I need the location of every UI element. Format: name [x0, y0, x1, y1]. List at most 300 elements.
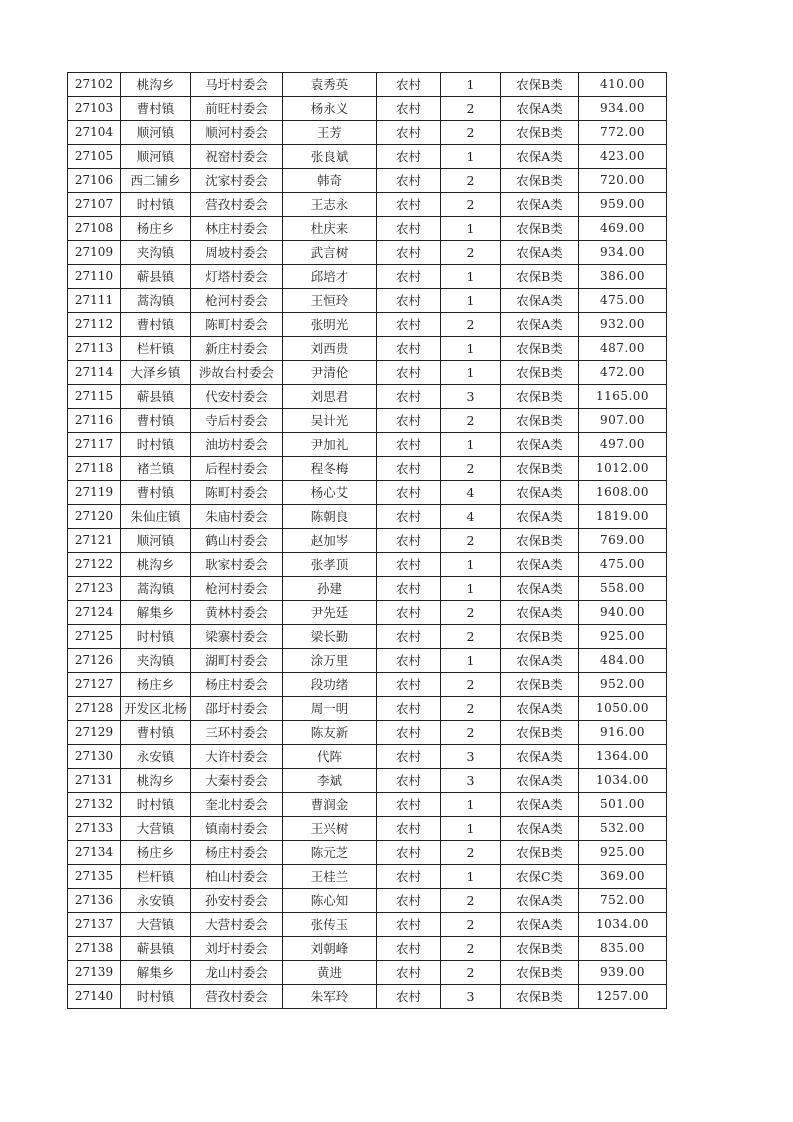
household-type-cell: 农村 — [377, 97, 441, 121]
household-type-cell: 农村 — [377, 721, 441, 745]
record-id-cell: 27103 — [68, 97, 121, 121]
record-id-cell: 27126 — [68, 649, 121, 673]
insurance-class-cell: 农保B类 — [501, 217, 579, 241]
household-type-cell: 农村 — [377, 289, 441, 313]
record-id-cell: 27111 — [68, 289, 121, 313]
table-row — [68, 361, 667, 385]
table-row — [68, 649, 667, 673]
household-size-cell: 2 — [441, 313, 501, 337]
township-cell: 大营镇 — [121, 817, 191, 841]
household-size-cell: 1 — [441, 217, 501, 241]
table-row — [68, 985, 667, 1009]
village-committee-cell: 营孜村委会 — [191, 985, 283, 1009]
household-size-cell: 2 — [441, 121, 501, 145]
table-row — [68, 673, 667, 697]
amount-cell: 934.00 — [579, 97, 667, 121]
record-id-cell: 27131 — [68, 769, 121, 793]
township-cell: 夹沟镇 — [121, 649, 191, 673]
village-committee-cell: 前旺村委会 — [191, 97, 283, 121]
insurance-class-cell: 农保B类 — [501, 337, 579, 361]
household-type-cell: 农村 — [377, 889, 441, 913]
township-cell: 顺河镇 — [121, 121, 191, 145]
insurance-class-cell: 农保A类 — [501, 289, 579, 313]
amount-cell: 1034.00 — [579, 769, 667, 793]
household-size-cell: 1 — [441, 145, 501, 169]
village-committee-cell: 镇南村委会 — [191, 817, 283, 841]
record-id-cell: 27113 — [68, 337, 121, 361]
table-row — [68, 217, 667, 241]
village-committee-cell: 周坡村委会 — [191, 241, 283, 265]
village-committee-cell: 耿家村委会 — [191, 553, 283, 577]
person-name-cell: 陈友新 — [283, 721, 377, 745]
person-name-cell: 王芳 — [283, 121, 377, 145]
village-committee-cell: 陈町村委会 — [191, 481, 283, 505]
table-row — [68, 697, 667, 721]
household-size-cell: 1 — [441, 361, 501, 385]
amount-cell: 925.00 — [579, 841, 667, 865]
household-size-cell: 4 — [441, 481, 501, 505]
insurance-class-cell: 农保A类 — [501, 817, 579, 841]
person-name-cell: 李斌 — [283, 769, 377, 793]
household-type-cell: 农村 — [377, 937, 441, 961]
township-cell: 时村镇 — [121, 433, 191, 457]
amount-cell: 1165.00 — [579, 385, 667, 409]
insurance-class-cell: 农保A类 — [501, 241, 579, 265]
household-type-cell: 农村 — [377, 145, 441, 169]
household-size-cell: 2 — [441, 409, 501, 433]
insurance-class-cell: 农保B类 — [501, 985, 579, 1009]
record-id-cell: 27108 — [68, 217, 121, 241]
village-committee-cell: 湖町村委会 — [191, 649, 283, 673]
record-id-cell: 27104 — [68, 121, 121, 145]
insurance-class-cell: 农保B类 — [501, 121, 579, 145]
person-name-cell: 王桂兰 — [283, 865, 377, 889]
person-name-cell: 杨心艾 — [283, 481, 377, 505]
household-size-cell: 2 — [441, 913, 501, 937]
amount-cell: 940.00 — [579, 601, 667, 625]
table-row — [68, 481, 667, 505]
record-id-cell: 27133 — [68, 817, 121, 841]
household-type-cell: 农村 — [377, 241, 441, 265]
insurance-class-cell: 农保B类 — [501, 169, 579, 193]
amount-cell: 423.00 — [579, 145, 667, 169]
record-id-cell: 27127 — [68, 673, 121, 697]
record-id-cell: 27130 — [68, 745, 121, 769]
household-size-cell: 1 — [441, 73, 501, 97]
record-id-cell: 27134 — [68, 841, 121, 865]
township-cell: 时村镇 — [121, 985, 191, 1009]
household-size-cell: 4 — [441, 505, 501, 529]
household-type-cell: 农村 — [377, 601, 441, 625]
table-row — [68, 97, 667, 121]
household-type-cell: 农村 — [377, 313, 441, 337]
record-id-cell: 27135 — [68, 865, 121, 889]
person-name-cell: 王恒玲 — [283, 289, 377, 313]
record-id-cell: 27122 — [68, 553, 121, 577]
amount-cell: 932.00 — [579, 313, 667, 337]
township-cell: 曹村镇 — [121, 721, 191, 745]
amount-cell: 916.00 — [579, 721, 667, 745]
insurance-class-cell: 农保B类 — [501, 457, 579, 481]
table-row — [68, 601, 667, 625]
insurance-class-cell: 农保A类 — [501, 793, 579, 817]
township-cell: 西二铺乡 — [121, 169, 191, 193]
household-size-cell: 1 — [441, 817, 501, 841]
household-type-cell: 农村 — [377, 529, 441, 553]
township-cell: 解集乡 — [121, 961, 191, 985]
person-name-cell: 杨永义 — [283, 97, 377, 121]
insurance-class-cell: 农保A类 — [501, 577, 579, 601]
person-name-cell: 孙建 — [283, 577, 377, 601]
village-committee-cell: 灯塔村委会 — [191, 265, 283, 289]
amount-cell: 501.00 — [579, 793, 667, 817]
person-name-cell: 刘西贵 — [283, 337, 377, 361]
township-cell: 杨庄乡 — [121, 841, 191, 865]
table-row — [68, 145, 667, 169]
village-committee-cell: 陈町村委会 — [191, 313, 283, 337]
household-size-cell: 1 — [441, 289, 501, 313]
household-size-cell: 2 — [441, 457, 501, 481]
record-id-cell: 27116 — [68, 409, 121, 433]
record-id-cell: 27128 — [68, 697, 121, 721]
amount-cell: 386.00 — [579, 265, 667, 289]
amount-cell: 369.00 — [579, 865, 667, 889]
amount-cell: 1034.00 — [579, 913, 667, 937]
household-size-cell: 2 — [441, 697, 501, 721]
village-committee-cell: 新庄村委会 — [191, 337, 283, 361]
person-name-cell: 杜庆来 — [283, 217, 377, 241]
record-id-cell: 27129 — [68, 721, 121, 745]
amount-cell: 959.00 — [579, 193, 667, 217]
household-size-cell: 1 — [441, 649, 501, 673]
township-cell: 褚兰镇 — [121, 457, 191, 481]
table-row — [68, 265, 667, 289]
table-row — [68, 889, 667, 913]
village-committee-cell: 龙山村委会 — [191, 961, 283, 985]
household-size-cell: 2 — [441, 937, 501, 961]
household-type-cell: 农村 — [377, 505, 441, 529]
record-id-cell: 27105 — [68, 145, 121, 169]
township-cell: 朱仙庄镇 — [121, 505, 191, 529]
insurance-class-cell: 农保A类 — [501, 505, 579, 529]
household-size-cell: 1 — [441, 265, 501, 289]
record-id-cell: 27118 — [68, 457, 121, 481]
village-committee-cell: 涉故台村委会 — [191, 361, 283, 385]
person-name-cell: 袁秀英 — [283, 73, 377, 97]
insurance-class-cell: 农保B类 — [501, 265, 579, 289]
amount-cell: 1257.00 — [579, 985, 667, 1009]
person-name-cell: 梁长勤 — [283, 625, 377, 649]
household-type-cell: 农村 — [377, 625, 441, 649]
township-cell: 蕲县镇 — [121, 385, 191, 409]
person-name-cell: 邱培才 — [283, 265, 377, 289]
person-name-cell: 韩奇 — [283, 169, 377, 193]
insurance-class-cell: 农保B类 — [501, 409, 579, 433]
household-type-cell: 农村 — [377, 385, 441, 409]
household-size-cell: 2 — [441, 529, 501, 553]
township-cell: 桃沟乡 — [121, 553, 191, 577]
amount-cell: 939.00 — [579, 961, 667, 985]
township-cell: 桃沟乡 — [121, 769, 191, 793]
insurance-class-cell: 农保B类 — [501, 721, 579, 745]
table-row — [68, 193, 667, 217]
village-committee-cell: 奎北村委会 — [191, 793, 283, 817]
record-id-cell: 27139 — [68, 961, 121, 985]
household-type-cell: 农村 — [377, 457, 441, 481]
table-body — [68, 73, 667, 1009]
table-row — [68, 745, 667, 769]
village-committee-cell: 油坊村委会 — [191, 433, 283, 457]
table-row — [68, 457, 667, 481]
village-committee-cell: 代安村委会 — [191, 385, 283, 409]
household-type-cell: 农村 — [377, 673, 441, 697]
household-size-cell: 2 — [441, 721, 501, 745]
table-row — [68, 169, 667, 193]
insurance-class-cell: 农保A类 — [501, 697, 579, 721]
amount-cell: 472.00 — [579, 361, 667, 385]
village-committee-cell: 大营村委会 — [191, 913, 283, 937]
amount-cell: 952.00 — [579, 673, 667, 697]
township-cell: 蒿沟镇 — [121, 577, 191, 601]
village-committee-cell: 祝窑村委会 — [191, 145, 283, 169]
household-size-cell: 1 — [441, 337, 501, 361]
record-id-cell: 27125 — [68, 625, 121, 649]
household-type-cell: 农村 — [377, 793, 441, 817]
township-cell: 蕲县镇 — [121, 937, 191, 961]
household-type-cell: 农村 — [377, 121, 441, 145]
village-committee-cell: 刘圩村委会 — [191, 937, 283, 961]
household-type-cell: 农村 — [377, 337, 441, 361]
household-type-cell: 农村 — [377, 73, 441, 97]
person-name-cell: 尹先廷 — [283, 601, 377, 625]
household-size-cell: 2 — [441, 673, 501, 697]
household-size-cell: 3 — [441, 769, 501, 793]
household-size-cell: 2 — [441, 193, 501, 217]
township-cell: 大营镇 — [121, 913, 191, 937]
record-id-cell: 27124 — [68, 601, 121, 625]
amount-cell: 907.00 — [579, 409, 667, 433]
village-committee-cell: 顺河村委会 — [191, 121, 283, 145]
village-committee-cell: 黄林村委会 — [191, 601, 283, 625]
table-row — [68, 913, 667, 937]
insurance-class-cell: 农保A类 — [501, 481, 579, 505]
township-cell: 开发区北杨 — [121, 697, 191, 721]
household-size-cell: 2 — [441, 601, 501, 625]
household-type-cell: 农村 — [377, 553, 441, 577]
township-cell: 曹村镇 — [121, 481, 191, 505]
household-size-cell: 3 — [441, 985, 501, 1009]
household-size-cell: 1 — [441, 865, 501, 889]
subsidy-table — [67, 72, 667, 1009]
person-name-cell: 陈元芝 — [283, 841, 377, 865]
amount-cell: 497.00 — [579, 433, 667, 457]
village-committee-cell: 三环村委会 — [191, 721, 283, 745]
village-committee-cell: 枪河村委会 — [191, 289, 283, 313]
table-row — [68, 73, 667, 97]
household-size-cell: 2 — [441, 625, 501, 649]
household-size-cell: 2 — [441, 241, 501, 265]
insurance-class-cell: 农保A类 — [501, 313, 579, 337]
township-cell: 顺河镇 — [121, 145, 191, 169]
amount-cell: 410.00 — [579, 73, 667, 97]
insurance-class-cell: 农保A类 — [501, 601, 579, 625]
table-row — [68, 961, 667, 985]
person-name-cell: 段功绪 — [283, 673, 377, 697]
household-size-cell: 1 — [441, 433, 501, 457]
table-row — [68, 433, 667, 457]
township-cell: 时村镇 — [121, 625, 191, 649]
table-row — [68, 793, 667, 817]
household-type-cell: 农村 — [377, 817, 441, 841]
amount-cell: 769.00 — [579, 529, 667, 553]
village-committee-cell: 孙安村委会 — [191, 889, 283, 913]
amount-cell: 1012.00 — [579, 457, 667, 481]
household-size-cell: 2 — [441, 97, 501, 121]
village-committee-cell: 鹤山村委会 — [191, 529, 283, 553]
insurance-class-cell: 农保A类 — [501, 745, 579, 769]
person-name-cell: 刘朝峰 — [283, 937, 377, 961]
village-committee-cell: 朱庙村委会 — [191, 505, 283, 529]
person-name-cell: 尹加礼 — [283, 433, 377, 457]
person-name-cell: 张传玉 — [283, 913, 377, 937]
household-type-cell: 农村 — [377, 169, 441, 193]
table-row — [68, 121, 667, 145]
household-type-cell: 农村 — [377, 745, 441, 769]
village-committee-cell: 大许村委会 — [191, 745, 283, 769]
insurance-class-cell: 农保B类 — [501, 361, 579, 385]
record-id-cell: 27136 — [68, 889, 121, 913]
insurance-class-cell: 农保A类 — [501, 769, 579, 793]
insurance-class-cell: 农保B类 — [501, 673, 579, 697]
amount-cell: 934.00 — [579, 241, 667, 265]
amount-cell: 558.00 — [579, 577, 667, 601]
table-row — [68, 337, 667, 361]
record-id-cell: 27117 — [68, 433, 121, 457]
person-name-cell: 王兴树 — [283, 817, 377, 841]
household-type-cell: 农村 — [377, 265, 441, 289]
person-name-cell: 周一明 — [283, 697, 377, 721]
insurance-class-cell: 农保B类 — [501, 385, 579, 409]
table-row — [68, 769, 667, 793]
village-committee-cell: 后程村委会 — [191, 457, 283, 481]
person-name-cell: 代阵 — [283, 745, 377, 769]
household-size-cell: 2 — [441, 961, 501, 985]
record-id-cell: 27120 — [68, 505, 121, 529]
household-size-cell: 3 — [441, 385, 501, 409]
village-committee-cell: 营孜村委会 — [191, 193, 283, 217]
person-name-cell: 陈朝良 — [283, 505, 377, 529]
amount-cell: 1364.00 — [579, 745, 667, 769]
person-name-cell: 黄进 — [283, 961, 377, 985]
table-row — [68, 529, 667, 553]
table-row — [68, 625, 667, 649]
household-type-cell: 农村 — [377, 193, 441, 217]
person-name-cell: 尹清伦 — [283, 361, 377, 385]
table-row — [68, 865, 667, 889]
township-cell: 曹村镇 — [121, 409, 191, 433]
insurance-class-cell: 农保B类 — [501, 841, 579, 865]
insurance-class-cell: 农保A类 — [501, 97, 579, 121]
township-cell: 桃沟乡 — [121, 73, 191, 97]
record-id-cell: 27137 — [68, 913, 121, 937]
township-cell: 蕲县镇 — [121, 265, 191, 289]
township-cell: 时村镇 — [121, 193, 191, 217]
record-id-cell: 27109 — [68, 241, 121, 265]
person-name-cell: 程冬梅 — [283, 457, 377, 481]
table-row — [68, 289, 667, 313]
insurance-class-cell: 农保A类 — [501, 649, 579, 673]
village-committee-cell: 柏山村委会 — [191, 865, 283, 889]
insurance-class-cell: 农保B类 — [501, 625, 579, 649]
record-id-cell: 27115 — [68, 385, 121, 409]
table-row — [68, 841, 667, 865]
household-size-cell: 2 — [441, 889, 501, 913]
household-size-cell: 1 — [441, 553, 501, 577]
household-type-cell: 农村 — [377, 649, 441, 673]
insurance-class-cell: 农保A类 — [501, 193, 579, 217]
person-name-cell: 陈心知 — [283, 889, 377, 913]
household-size-cell: 2 — [441, 841, 501, 865]
township-cell: 曹村镇 — [121, 313, 191, 337]
table-row — [68, 505, 667, 529]
amount-cell: 475.00 — [579, 553, 667, 577]
person-name-cell: 刘思君 — [283, 385, 377, 409]
village-committee-cell: 寺后村委会 — [191, 409, 283, 433]
insurance-class-cell: 农保A类 — [501, 913, 579, 937]
insurance-class-cell: 农保B类 — [501, 937, 579, 961]
household-type-cell: 农村 — [377, 697, 441, 721]
amount-cell: 835.00 — [579, 937, 667, 961]
person-name-cell: 张良斌 — [283, 145, 377, 169]
village-committee-cell: 杨庄村委会 — [191, 673, 283, 697]
record-id-cell: 27138 — [68, 937, 121, 961]
record-id-cell: 27132 — [68, 793, 121, 817]
village-committee-cell: 邵圩村委会 — [191, 697, 283, 721]
village-committee-cell: 杨庄村委会 — [191, 841, 283, 865]
record-id-cell: 27114 — [68, 361, 121, 385]
amount-cell: 1819.00 — [579, 505, 667, 529]
table-row — [68, 409, 667, 433]
township-cell: 顺河镇 — [121, 529, 191, 553]
amount-cell: 752.00 — [579, 889, 667, 913]
township-cell: 永安镇 — [121, 745, 191, 769]
township-cell: 曹村镇 — [121, 97, 191, 121]
insurance-class-cell: 农保A类 — [501, 553, 579, 577]
table-row — [68, 553, 667, 577]
village-committee-cell: 梁寨村委会 — [191, 625, 283, 649]
household-type-cell: 农村 — [377, 481, 441, 505]
insurance-class-cell: 农保A类 — [501, 145, 579, 169]
amount-cell: 1050.00 — [579, 697, 667, 721]
table-row — [68, 817, 667, 841]
township-cell: 杨庄乡 — [121, 673, 191, 697]
amount-cell: 1608.00 — [579, 481, 667, 505]
township-cell: 杨庄乡 — [121, 217, 191, 241]
household-type-cell: 农村 — [377, 433, 441, 457]
township-cell: 解集乡 — [121, 601, 191, 625]
amount-cell: 532.00 — [579, 817, 667, 841]
household-type-cell: 农村 — [377, 361, 441, 385]
insurance-class-cell: 农保A类 — [501, 433, 579, 457]
person-name-cell: 朱军玲 — [283, 985, 377, 1009]
household-size-cell: 1 — [441, 577, 501, 601]
person-name-cell: 王志永 — [283, 193, 377, 217]
record-id-cell: 27123 — [68, 577, 121, 601]
record-id-cell: 27110 — [68, 265, 121, 289]
table-row — [68, 577, 667, 601]
household-type-cell: 农村 — [377, 913, 441, 937]
person-name-cell: 张明光 — [283, 313, 377, 337]
